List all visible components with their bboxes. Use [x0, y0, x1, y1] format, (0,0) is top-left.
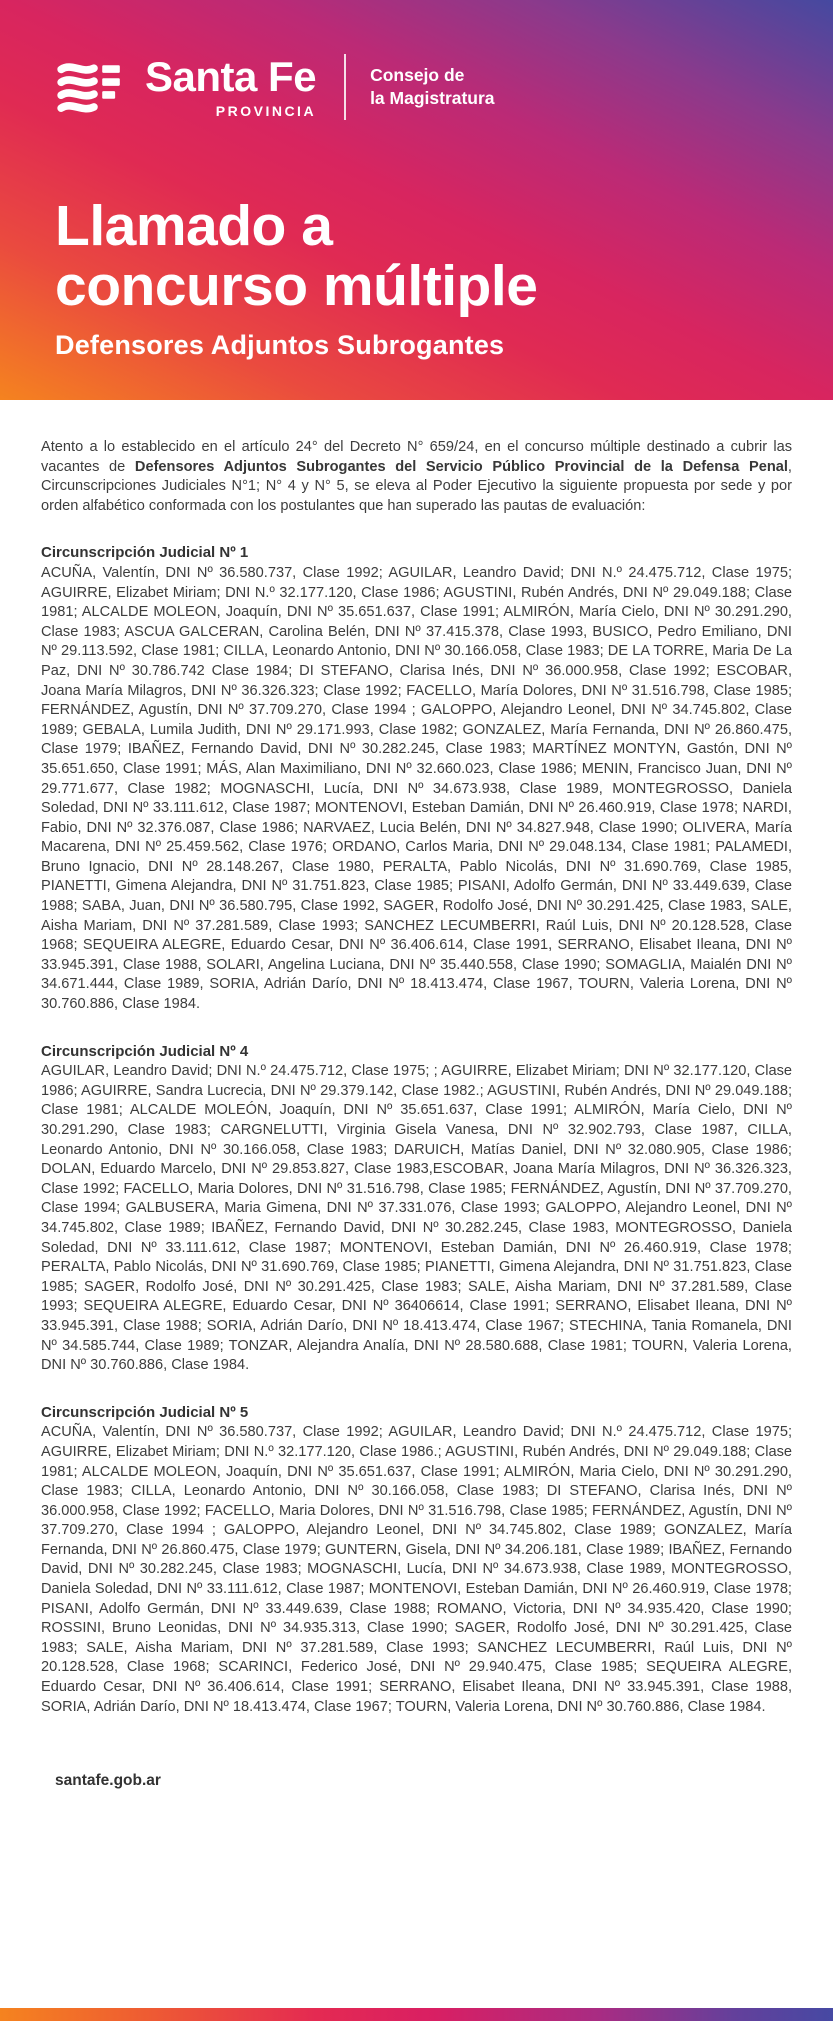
intro-text-2: , Circunscripciones Judiciales N°1; N° 4 y N° 5, se eleva al Poder Ejecutivo la siguiente propuesta por sede y por orden alfabético conformada con los postulantes que han superado las pautas de evaluación: [41, 458, 792, 514]
page-subtitle: Defensores Adjuntos Subrogantes [55, 329, 505, 360]
section-heading: Circunscripción Judicial Nº 4 [41, 1042, 249, 1060]
intro-text-1: Atento a lo establecido en el artículo 24° del Decreto N° 659/24, en el concurso múltiple destinado a cubrir las vacantes de [41, 439, 792, 475]
section-body: ACUÑA, Valentín, DNI Nº 36.580.737, Clase 1992; AGUILAR, Leandro David; DNI N.º 24.475.712, Clase 1975; AGUIRRE, Elizabet Miriam; DNI N.º 32.177.120, Clase 1986; AGUSTINI, Rubén Andrés, DNI Nº 29.049.188; Clase 1981; ALCALDE MOLEON, Joaquín, DNI Nº 35.651.637, Clase 1991; ALMIRÓN, María Cielo, DNI Nº 30.291.290, Clase 1983; ASCUA GALCERAN, Carolina Belén, DNI Nº 37.415.378, Clase 1993, BUSICO, Pedro Emiliano, DNI Nº 29.113.592, Clase 1981; CILLA, Leonardo Antonio, DNI Nº 30.166.058, Clase 1983; DE LA TORRE, Maria De La Paz, DNI Nº 30.786.742 Clase 1984; DI STEFANO, Clarisa Inés, DNI Nº 36.000.958, Clase 1992; ESCOBAR, Joana María Milagros, DNI Nº 36.326.323; Clase 1992; FACELLO, María Dolores, DNI Nº 31.516.798, Clase 1985; FERNÁNDEZ, Agustín, DNI Nº 37.709.270, Clase 1994 ; GALOPPO, Alejandro Leonel, DNI Nº 34.745.802, Clase 1989; GEBALA, Lumila Judith, DNI Nº 29.171.993, Clase 1982; GONZALEZ, María Fernanda, DNI Nº 26.860.475, Clase 1979; IBAÑEZ, Fernando David, DNI Nº 30.282.245, Clase 1983; MARTÍNEZ MONTYN, Gastón, DNI Nº 35.651.650, Clase 1991; MÁS, Alan Maximiliano, DNI Nº 32.660.023, Clase 1986; MENIN, Francisco Juan, DNI Nº 29.771.677, Clase 1982; MOGNASCHI, Lucía, DNI Nº 34.673.938, Clase 1989, MONTEGROSSO, Daniela Soledad, DNI Nº 33.111.612, Clase 1987; MONTENOVI, Esteban Damián, DNI Nº 26.460.919, Clase 1978; NARDI, Fabio, DNI Nº 32.376.087, Clase 1986; NARVAEZ, Lucia Belén, DNI Nº 34.827.948, Clase 1990; OLIVERA, María Macarena, DNI Nº 25.459.562, Clase 1976; ORDANO, Carlos Maria, DNI Nº 29.048.134, Clase 1981; PALAMEDI, Bruno Ignacio, DNI Nº 28.148.267, Clase 1980, PERALTA, Pablo Nicolás, DNI Nº 31.690.769, Clase 1985, PIANETTI, Gimena Alejandra, DNI Nº 31.751.823, Clase 1985; PISANI, Adolfo Germán, DNI Nº 33.449.639, Clase 1988; SABA, Juan, DNI Nº 36.580.795, Clase 1992, SAGER, Rodolfo José, DNI Nº 30.291.425, Clase 1983, SALE, Aisha Mariam, DNI Nº 37.281.589, Clase 1993; SANCHEZ LECUMBERRI, Raúl Luis, DNI Nº 20.128.528, Clase 1968; SEQUEIRA ALEGRE, Eduardo Cesar, DNI Nº 36.406.614, Clase 1991, SERRANO, Elisabet Ileana, DNI Nº 33.945.391, Clase 1988, SOLARI, Angelina Luciana, DNI Nº 35.440.558, Clase 1990; SOMAGLIA, Maialén DNI Nº 34.671.444, Clase 1989, SORIA, Adrián Darío, DNI Nº 18.413.474, Clase 1967, TOURN, Valeria Lorena, DNI Nº 30.760.886, Clase 1984. [41, 564, 792, 1013]
brand-divider [344, 54, 346, 120]
section-circunscripcion-5 [41, 1403, 792, 1718]
intro-bold-text: Defensores Adjuntos Subrogantes del Servicio Público Provincial de la Defensa Penal [134, 458, 788, 475]
logo-provincia: PROVINCIA [215, 103, 317, 119]
org-line1: Consejo de [370, 65, 465, 86]
gradient-footer-bar [0, 2008, 833, 2021]
org-name [370, 64, 494, 110]
title-line1: Llamado a [55, 194, 333, 258]
section-body: ACUÑA, Valentín, DNI Nº 36.580.737, Clase 1992; AGUILAR, Leandro David; DNI N.º 24.475.712, Clase 1975; AGUIRRE, Elizabet Miriam; DNI N.º 32.177.120, Clase 1986.; AGUSTINI, Rubén Andrés, DNI Nº 29.049.188; Clase 1981; ALCALDE MOLEON, Joaquín, DNI Nº 35.651.637, Clase 1991; ALMIRÓN, Maria Cielo, DNI Nº 30.291.290, Clase 1983; CILLA, Leonardo Antonio, DNI Nº 30.166.058, Clase 1983; DI STEFANO, Clarisa Inés, DNI Nº 36.000.958, Clase 1992; FACELLO, Maria Dolores, DNI Nº 31.516.798, Clase 1985; FERNÁNDEZ, Agustín, DNI Nº 37.709.270, Clase 1994 ; GALOPPO, Alejandro Leonel, DNI Nº 34.745.802, Clase 1989; GONZALEZ, María Fernanda, DNI Nº 26.860.475, Clase 1979; GUNTERN, Gisela, DNI Nº 34.206.181, Clase 1989; IBAÑEZ, Fernando David, DNI Nº 30.282.245, Clase 1983; MOGNASCHI, Lucía, DNI Nº 34.673.938, Clase 1989, MONTEGROSSO, Daniela Soledad, DNI Nº 33.111.612, Clase 1987; MONTENOVI, Esteban Damián, DNI Nº 26.460.919, Clase 1978; PISANI, Adolfo Germán, DNI Nº 33.449.639, Clase 1988; ROMANO, Victoria, DNI Nº 34.935.420, Clase 1990; ROSSINI, Bruno Leonidas, DNI Nº 34.935.313, Clase 1990; SAGER, Rodolfo José, DNI Nº 30.291.425, Clase 1983; SALE, Aisha Mariam, DNI Nº 37.281.589, Clase 1993; SANCHEZ LECUMBERRI, Raúl Luis, DNI Nº 20.128.528, Clase 1968; SCARINCI, Federico José, DNI Nº 29.940.475, Clase 1985; SEQUEIRA ALEGRE, Eduardo Cesar, DNI Nº 36.406.614, Clase 1991; SERRANO, Elisabet Ileana, DNI Nº 33.945.391, Clase 1988, SORIA, Adrián Darío, DNI Nº 18.413.474, Clase 1967; TOURN, Valeria Lorena, DNI Nº 30.760.886, Clase 1984. [41, 1424, 792, 1715]
org-line2: la Magistratura [370, 88, 495, 108]
santa-fe-flag-icon [55, 60, 133, 114]
hero-header [0, 0, 833, 400]
section-body: AGUILAR, Leandro David; DNI N.º 24.475.712, Clase 1975; ; AGUIRRE, Elizabet Miriam; DNI Nº 32.177.120, Clase 1986; AGUIRRE, Sandra Lucrecia, DNI Nº 29.379.142, Clase 1982.; AGUSTINI, Rubén Andrés, DNI Nº 29.049.188; Clase 1981; ALCALDE MOLEÓN, Joaquín, DNI Nº 35.651.637, Clase 1991; ALMIRÓN, María Cielo, DNI Nº 30.291.290, Clase 1983; CARGNELUTTI, Virginia Gisela Vanesa, DNI Nº 32.902.793, Clase 1987, CILLA, Leonardo Antonio, DNI Nº 30.166.058, Clase 1983; DARUICH, Matías Daniel, DNI Nº 32.080.905, Clase 1986; DOLAN, Eduardo Marcelo, DNI Nº 29.853.827, Clase 1983,ESCOBAR, Joana María Milagros, DNI Nº 36.326.323, Clase 1992; FACELLO, Maria Dolores, DNI Nº 31.516.798, Clase 1985; FERNÁNDEZ, Agustín, DNI Nº 37.709.270, Clase 1994; GALBUSERA, Maria Gimena, DNI Nº 37.331.076, Clase 1993; GALOPPO, Alejandro Leonel, DNI Nº 34.745.802, Clase 1989; IBAÑEZ, Fernando David, DNI Nº 30.282.245, Clase 1983, MONTEGROSSO, Daniela Soledad, DNI Nº 33.111.612, Clase 1987; MONTENOVI, Esteban Damián, DNI Nº 26.460.919, Clase 1978; PERALTA, Pablo Nicolás, DNI Nº 31.690.769, Clase 1985; PIANETTI, Gimena Alejandra, DNI Nº 31.751.823, Clase 1985; SAGER, Rodolfo José, DNI Nº 30.291.425, Clase 1983; SALE, Aisha Mariam, DNI Nº 37.281.589, Clase 1993; SEQUEIRA ALEGRE, Eduardo Cesar, DNI Nº 36406614, Clase 1991; SERRANO, Elisabet Ileana, DNI Nº 33.945.391, Clase 1988; SORIA, Adrián Darío, DNI Nº 18.413.474, Clase 1967; STECHINA, Tania Romanela, DNI Nº 34.585.744, Clase 1989; TONZAR, Alejandra Analía, DNI Nº 28.580.688, Clase 1981; TOURN, Valeria Lorena, DNI Nº 30.760.886, Clase 1984. [41, 1063, 792, 1374]
logo-santa-fe: Santa Fe [145, 53, 317, 100]
section-circunscripcion-4 [41, 1042, 792, 1376]
website-link[interactable]: santafe.gob.ar [55, 1772, 161, 1790]
logo-lockup [145, 53, 317, 119]
brand-row [55, 54, 793, 120]
section-heading: Circunscripción Judicial Nº 1 [41, 544, 249, 562]
section-circunscripcion-1 [41, 543, 792, 1014]
document-body [0, 400, 833, 1833]
section-heading: Circunscripción Judicial Nº 5 [41, 1403, 249, 1421]
title-line2: concurso múltiple [55, 254, 538, 319]
intro-paragraph [41, 438, 792, 516]
page-title [55, 196, 793, 317]
